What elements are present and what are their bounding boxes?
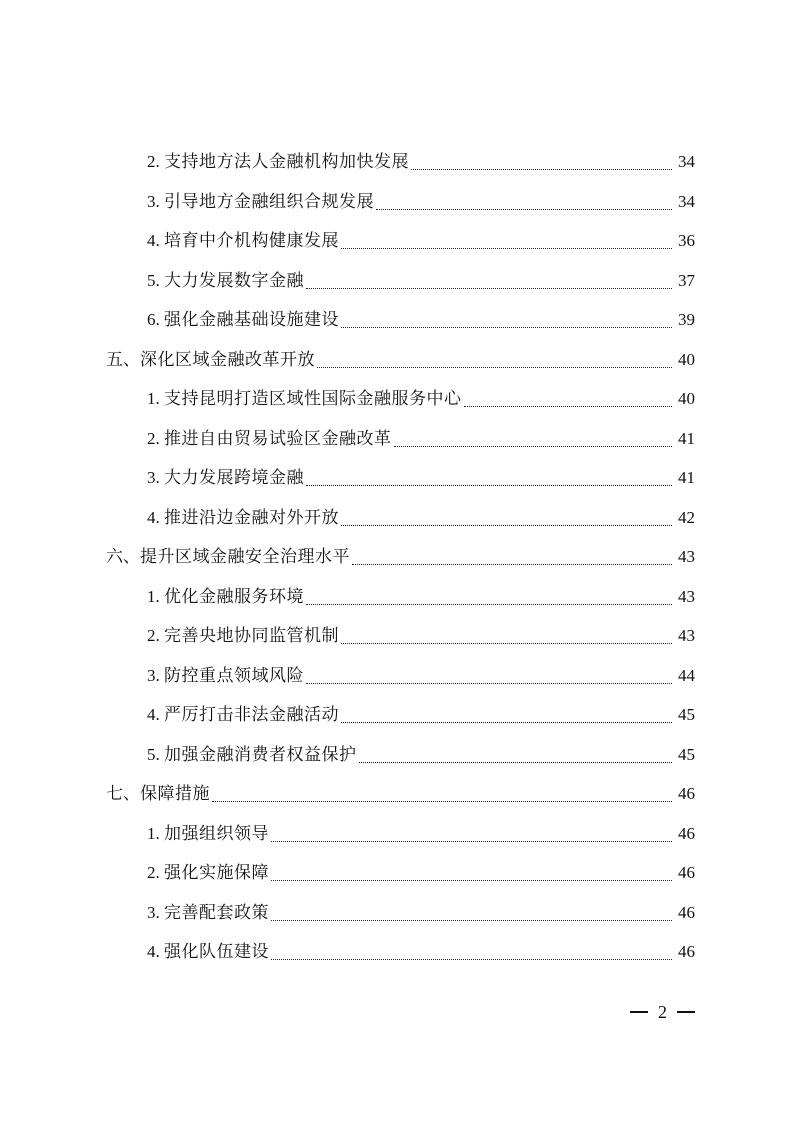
toc-dot-leader bbox=[376, 208, 672, 210]
toc-entry-title: 防控重点领域风险 bbox=[164, 665, 304, 686]
toc-dot-leader bbox=[464, 405, 673, 407]
toc-entry-title: 推进自由贸易试验区金融改革 bbox=[164, 428, 392, 449]
toc-entry-page: 42 bbox=[678, 507, 695, 527]
toc-dot-leader bbox=[411, 168, 672, 170]
toc-entry-title: 强化金融基础设施建设 bbox=[164, 310, 339, 330]
toc-entry-title: 完善配套政策 bbox=[164, 902, 269, 923]
toc-subsection-entry[interactable] bbox=[0, 739, 695, 771]
toc-subsection-entry[interactable] bbox=[0, 620, 695, 652]
toc-dot-leader bbox=[317, 366, 672, 368]
toc-entry-number: 5. bbox=[147, 744, 164, 764]
toc-entry-title: 支持地方法人金融机构加快发展 bbox=[164, 152, 409, 172]
toc-subsection-entry[interactable] bbox=[0, 225, 695, 257]
toc-entry-number: 2. bbox=[147, 863, 164, 882]
toc-entry-number: 6. bbox=[147, 310, 164, 329]
toc-subsection-entry[interactable] bbox=[0, 265, 695, 297]
toc-dot-leader bbox=[271, 919, 672, 921]
toc-dot-leader bbox=[306, 484, 672, 486]
toc-entry-title: 引导地方金融组织合规发展 bbox=[164, 191, 374, 212]
toc-entry-number: 4. bbox=[147, 705, 164, 724]
toc-dot-leader bbox=[271, 958, 672, 960]
toc-entry-page: 41 bbox=[678, 428, 695, 448]
toc-entry-page: 44 bbox=[678, 665, 695, 685]
toc-entry-page: 43 bbox=[678, 626, 695, 645]
toc-entry-page: 45 bbox=[678, 744, 695, 764]
toc-dot-leader bbox=[212, 800, 672, 802]
toc-entry-number: 五、 bbox=[106, 349, 140, 369]
toc-entry-page: 36 bbox=[678, 231, 695, 250]
toc-entry-number: 1. bbox=[147, 823, 164, 843]
toc-subsection-entry[interactable] bbox=[0, 897, 695, 929]
toc-entry-title: 加强组织领导 bbox=[164, 823, 269, 844]
toc-entry-page: 40 bbox=[678, 389, 695, 408]
toc-entry-number: 2. bbox=[147, 152, 164, 171]
toc-entry-title: 提升区域金融安全治理水平 bbox=[140, 547, 350, 567]
toc-dot-leader bbox=[341, 247, 672, 249]
toc-subsection-entry[interactable] bbox=[0, 146, 695, 178]
toc-dot-leader bbox=[394, 445, 673, 447]
toc-entry-title: 严厉打击非法金融活动 bbox=[164, 705, 339, 725]
toc-entry-page: 34 bbox=[678, 191, 695, 211]
toc-entry-title: 大力发展数字金融 bbox=[164, 270, 304, 291]
toc-dot-leader bbox=[271, 879, 672, 881]
toc-dot-leader bbox=[306, 287, 672, 289]
toc-entry-title: 大力发展跨境金融 bbox=[164, 468, 304, 488]
toc-entry-title: 完善央地协同监管机制 bbox=[164, 626, 339, 646]
toc-subsection-entry[interactable] bbox=[0, 304, 695, 336]
toc-entry-number: 5. bbox=[147, 270, 164, 290]
toc-entry-page: 46 bbox=[678, 942, 695, 961]
toc-subsection-entry[interactable] bbox=[0, 818, 695, 850]
toc-dot-leader bbox=[341, 721, 672, 723]
toc-entry-title: 保障措施 bbox=[140, 784, 210, 804]
toc-entry-page: 46 bbox=[678, 823, 695, 843]
toc-dot-leader bbox=[341, 524, 672, 526]
toc-subsection-entry[interactable] bbox=[0, 186, 695, 218]
toc-subsection-entry[interactable] bbox=[0, 857, 695, 889]
toc-subsection-entry[interactable] bbox=[0, 462, 695, 494]
toc-entry-page: 46 bbox=[678, 902, 695, 922]
toc-dot-leader bbox=[352, 563, 672, 565]
toc-entry-number: 3. bbox=[147, 191, 164, 211]
toc-entry-number: 六、 bbox=[106, 547, 140, 566]
toc-entry-page: 46 bbox=[678, 784, 695, 803]
toc-entry-title: 深化区域金融改革开放 bbox=[140, 349, 315, 370]
toc-dot-leader bbox=[341, 326, 672, 328]
toc-entry-page: 37 bbox=[678, 270, 695, 290]
toc-dot-leader bbox=[341, 642, 672, 644]
toc-subsection-entry[interactable] bbox=[0, 936, 695, 968]
toc-entry-page: 40 bbox=[678, 349, 695, 369]
toc-entry-page: 43 bbox=[678, 547, 695, 566]
toc-entry-number: 2. bbox=[147, 428, 164, 448]
toc-entry-title: 强化实施保障 bbox=[164, 863, 269, 883]
toc-entry-title: 优化金融服务环境 bbox=[164, 586, 304, 607]
toc-entry-number: 3. bbox=[147, 902, 164, 922]
toc-entry-number: 1. bbox=[147, 389, 164, 408]
toc-entry-page: 34 bbox=[678, 152, 695, 171]
toc-subsection-entry[interactable] bbox=[0, 660, 695, 692]
toc-dot-leader bbox=[271, 840, 672, 842]
toc-entry-page: 43 bbox=[678, 586, 695, 606]
toc-entry-number: 七、 bbox=[106, 784, 140, 803]
toc-dot-leader bbox=[306, 682, 672, 684]
toc-entry-title: 加强金融消费者权益保护 bbox=[164, 744, 357, 765]
toc-entry-number: 3. bbox=[147, 468, 164, 487]
toc-section-entry[interactable] bbox=[0, 541, 695, 573]
toc-subsection-entry[interactable] bbox=[0, 581, 695, 613]
footer-dash-right bbox=[677, 1011, 695, 1013]
toc-entry-page: 39 bbox=[678, 310, 695, 329]
toc-entry-page: 45 bbox=[678, 705, 695, 724]
toc-section-entry[interactable] bbox=[0, 778, 695, 810]
toc-subsection-entry[interactable] bbox=[0, 383, 695, 415]
toc-entry-number: 4. bbox=[147, 507, 164, 527]
toc-entry-number: 4. bbox=[147, 942, 164, 961]
toc-subsection-entry[interactable] bbox=[0, 699, 695, 731]
toc-entry-title: 培育中介机构健康发展 bbox=[164, 231, 339, 251]
footer-dash-left bbox=[630, 1011, 648, 1013]
toc-entry-number: 1. bbox=[147, 586, 164, 606]
page-footer bbox=[630, 1000, 695, 1024]
toc-dot-leader bbox=[306, 603, 672, 605]
toc-entry-title: 支持昆明打造区域性国际金融服务中心 bbox=[164, 389, 462, 409]
page-number: 2 bbox=[658, 1001, 667, 1022]
toc-entry-page: 41 bbox=[678, 468, 695, 487]
toc-subsection-entry[interactable] bbox=[0, 423, 695, 455]
toc-section-entry[interactable] bbox=[0, 344, 695, 376]
toc-entry-page: 46 bbox=[678, 863, 695, 882]
toc-entry-number: 2. bbox=[147, 626, 164, 645]
toc-entry-number: 3. bbox=[147, 665, 164, 685]
toc-dot-leader bbox=[359, 761, 673, 763]
toc-entry-title: 推进沿边金融对外开放 bbox=[164, 507, 339, 528]
toc-entry-title: 强化队伍建设 bbox=[164, 942, 269, 962]
toc-subsection-entry[interactable] bbox=[0, 502, 695, 534]
toc-entry-number: 4. bbox=[147, 231, 164, 250]
